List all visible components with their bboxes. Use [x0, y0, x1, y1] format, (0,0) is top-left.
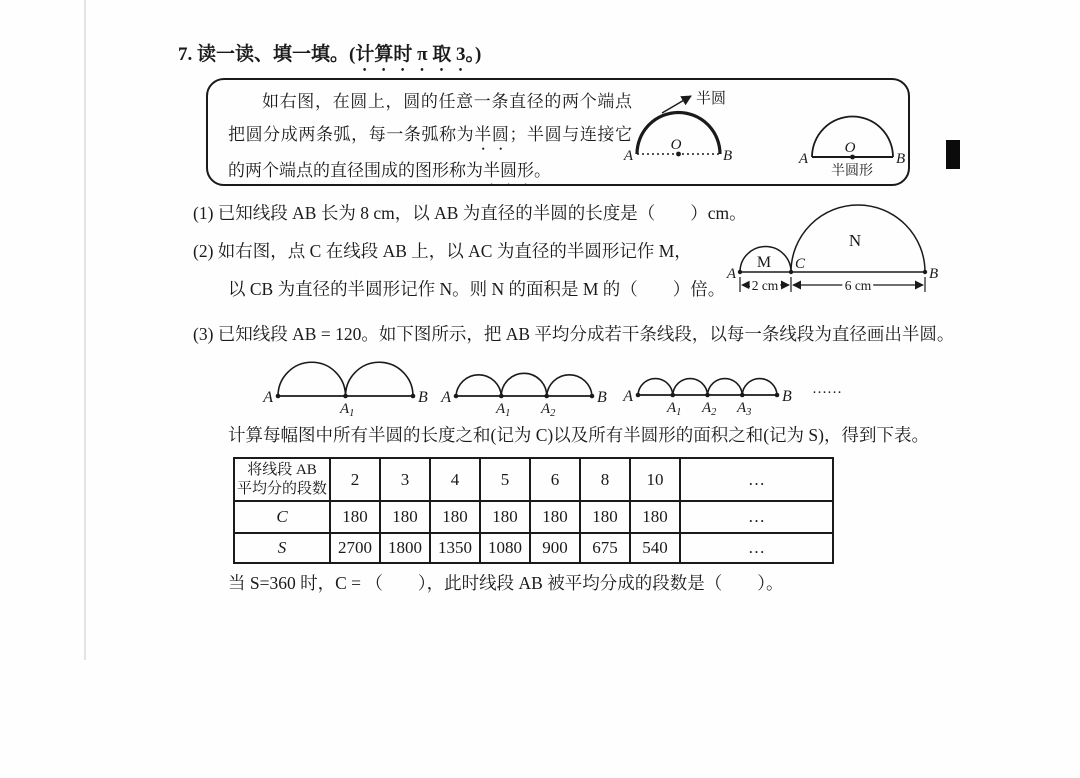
calc-note	[228, 424, 929, 448]
results-table	[233, 457, 834, 564]
question-3	[193, 323, 954, 347]
header-value: 5	[480, 458, 530, 501]
continuation-ellipsis: ……	[812, 381, 842, 397]
header-value: 6	[530, 458, 580, 501]
point-c-label: C	[795, 256, 806, 272]
semicircle-callout-label: 半圆	[696, 91, 727, 107]
point-b-label: B	[418, 389, 428, 406]
question-2-line-1	[193, 240, 692, 264]
point-a2-label: $A_2$	[702, 400, 717, 418]
c-value: 180	[430, 501, 480, 533]
point-a1-label: $A_1$	[496, 401, 511, 418]
point-a-label: A	[441, 389, 451, 406]
question-1-text: 已知线段 AB 长为 8 cm，以 AB 为直径的半圆的长度是（ ）cm。	[217, 203, 747, 223]
header-ellipsis: …	[680, 458, 833, 501]
point-a-label: A	[623, 388, 633, 405]
header-value: 4	[430, 458, 480, 501]
page-edge-line	[84, 0, 86, 660]
semicircular-caption-label: 半圆形	[831, 164, 873, 179]
problem-number: 7.	[178, 44, 193, 65]
question-2-text-2: 以 CB 为直径的半圆形记作 N。则 N 的面积是 M 的（ ）倍。	[228, 279, 726, 299]
c-value: 180	[630, 501, 680, 533]
dimension-ac-label: 2 cm	[751, 278, 779, 293]
s-ellipsis: …	[680, 533, 833, 563]
point-a-label: A	[623, 148, 633, 164]
semicircular-region-diagram	[798, 117, 905, 180]
s-value: 675	[580, 533, 630, 563]
dimension-ac	[740, 277, 791, 293]
point-a-label: A	[798, 151, 808, 167]
point-b-label: B	[597, 389, 607, 406]
definition-seg3: 。	[534, 161, 551, 180]
point-a3-label: $A_3$	[737, 400, 752, 418]
problem-title-text: 读一读、填一填。(	[197, 44, 356, 65]
c-value: 180	[330, 501, 380, 533]
row-label-c: C	[234, 501, 330, 533]
definition-seg2: ；半圆与连接它的两个端点的直径围成的图形称为	[228, 125, 633, 180]
point-b-label: B	[896, 151, 906, 167]
header-value: 2	[330, 458, 380, 501]
s-value: 1800	[380, 533, 430, 563]
point-a-label: A	[726, 266, 736, 282]
s-value: 1080	[480, 533, 530, 563]
question-1-number: (1)	[193, 203, 214, 223]
c-value: 180	[480, 501, 530, 533]
point-b-label: B	[723, 148, 733, 164]
dimension-cb	[793, 277, 925, 293]
semicircle-arc-diagram	[623, 90, 732, 164]
problem-title-emphasis: 计算时 π 取 3	[355, 44, 466, 65]
region-m-label: M	[756, 254, 772, 271]
c-ellipsis: …	[680, 501, 833, 533]
question-2-number: (2)	[193, 241, 214, 261]
definition-term-semicircle: 半圆	[474, 125, 510, 144]
problem-title-tail: 。)	[465, 44, 482, 65]
scan-artifact-mark	[946, 140, 960, 169]
header-segments-line1: 将线段 AB	[247, 461, 317, 478]
point-b-label: B	[929, 266, 939, 282]
c-value: 180	[530, 501, 580, 533]
question-2-diagram	[725, 190, 940, 300]
definition-text	[228, 85, 632, 190]
point-a1-label: $A_1$	[667, 400, 682, 418]
s-value: 1350	[430, 533, 480, 563]
table-row-s	[234, 533, 833, 563]
subdivision-2-diagram	[262, 362, 428, 418]
dimension-cb-label: 6 cm	[844, 278, 872, 293]
header-segments-line2: 平均分的段数	[236, 480, 327, 497]
question-1	[193, 202, 747, 226]
region-n-label: N	[848, 231, 862, 250]
table-row-c	[234, 501, 833, 533]
header-value: 3	[380, 458, 430, 501]
definition-diagrams	[615, 85, 915, 185]
c-value: 180	[580, 501, 630, 533]
point-a2-label: $A_2$	[541, 401, 556, 418]
c-value: 180	[380, 501, 430, 533]
problem-title	[178, 42, 481, 76]
point-b-label: B	[782, 388, 792, 405]
question-2-line-2	[228, 278, 725, 302]
center-o-label: O	[844, 140, 856, 156]
calc-note-text: 计算每幅图中所有半圆的长度之和(记为 C)以及所有半圆形的面积之和(记为 S)，得到下表。	[228, 425, 929, 445]
subdivision-4-diagram	[622, 379, 792, 418]
header-segments	[234, 458, 330, 501]
question-3-text: 已知线段 AB = 120。如下图所示，把 AB 平均分成若干条线段，以每一条线段为直径画出半圆。	[217, 324, 955, 344]
s-value: 900	[530, 533, 580, 563]
final-question	[228, 572, 783, 596]
definition-term-semicircular-region: 半圆形	[483, 161, 534, 180]
question-3-diagrams	[235, 352, 855, 418]
row-label-s: S	[234, 533, 330, 563]
header-value: 8	[580, 458, 630, 501]
s-value: 540	[630, 533, 680, 563]
definition-seg1: 如右图，在圆上，圆的任意一条直径的两个端点把圆分成两条弧，每一条弧称为	[228, 92, 632, 144]
callout-arrow	[662, 96, 691, 113]
question-2-text-1: 如右图，点 C 在线段 AB 上，以 AC 为直径的半圆形记作 M，	[217, 241, 692, 261]
center-o-label: O	[670, 137, 682, 153]
final-question-text: 当 S=360 时，C = （ ），此时线段 AB 被平均分成的段数是（ ）。	[228, 573, 784, 593]
table-header-row	[234, 458, 833, 501]
point-a1-label: $A_1$	[340, 401, 355, 418]
subdivision-3-diagram	[440, 373, 607, 418]
s-value: 2700	[330, 533, 380, 563]
question-3-number: (3)	[193, 324, 214, 344]
point-a-label: A	[263, 389, 273, 406]
header-value: 10	[630, 458, 680, 501]
